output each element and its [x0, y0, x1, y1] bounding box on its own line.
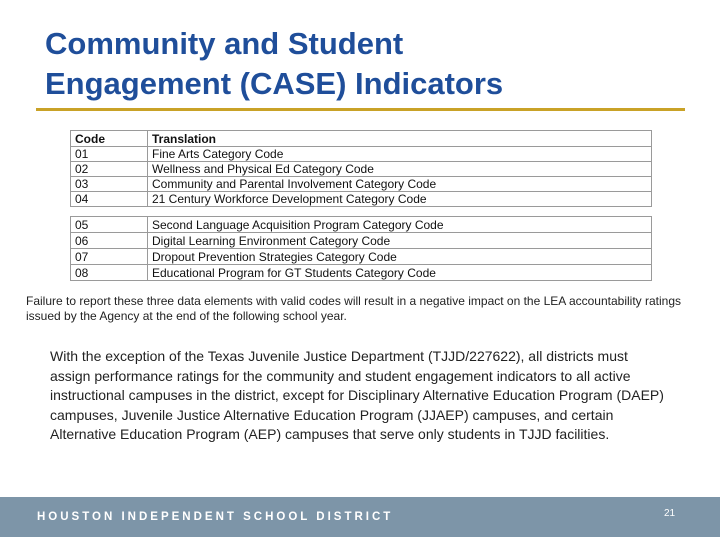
table-row [71, 192, 652, 207]
table-header-row [71, 131, 652, 147]
translation-cell: 21 Century Workforce Development Category Code [148, 192, 652, 207]
code-cell: 06 [71, 233, 148, 249]
table-row [71, 233, 652, 249]
table-row [71, 177, 652, 192]
code-cell: 07 [71, 249, 148, 265]
code-table-top [70, 130, 652, 207]
header-code: Code [71, 131, 148, 147]
table-row [71, 147, 652, 162]
code-cell: 08 [71, 265, 148, 281]
footer-organization: HOUSTON INDEPENDENT SCHOOL DISTRICT [37, 511, 394, 523]
slide-title [45, 24, 685, 104]
code-table-bottom [70, 216, 652, 281]
header-translation: Translation [148, 131, 652, 147]
code-cell: 05 [71, 217, 148, 233]
translation-cell: Second Language Acquisition Program Category Code [148, 217, 652, 233]
code-cell: 02 [71, 162, 148, 177]
accountability-note: Failure to report these three data elements with valid codes will result in a negative impact on the LEA accountability ratings issued by the Agency at the end of the following school year. [26, 294, 682, 323]
title-line-1: Community and Student [45, 26, 404, 61]
table-row [71, 217, 652, 233]
table-row [71, 162, 652, 177]
title-underline [36, 108, 685, 111]
page-number: 21 [664, 508, 676, 519]
body-paragraph: With the exception of the Texas Juvenile Justice Department (TJJD/227622), all districts must assign performance ratings for the community and student engagement indicators to all active instructional campuses in the district, except for Disciplinary Alternative Education Program (DAEP) campuses, Juvenile Justice Alternative Education Program (JJAEP) campuses, and certain Alternative Education Program (AEP) campuses that serve only students in TJJD facilities. [50, 348, 664, 442]
translation-cell: Educational Program for GT Students Category Code [148, 265, 652, 281]
title-line-2: Engagement (CASE) Indicators [45, 66, 504, 101]
code-cell: 01 [71, 147, 148, 162]
translation-cell: Fine Arts Category Code [148, 147, 652, 162]
table-row [71, 249, 652, 265]
translation-cell: Wellness and Physical Ed Category Code [148, 162, 652, 177]
code-cell: 04 [71, 192, 148, 207]
translation-cell: Digital Learning Environment Category Code [148, 233, 652, 249]
footer-bar [0, 497, 720, 537]
code-cell: 03 [71, 177, 148, 192]
translation-cell: Community and Parental Involvement Category Code [148, 177, 652, 192]
translation-cell: Dropout Prevention Strategies Category Code [148, 249, 652, 265]
table-row [71, 265, 652, 281]
